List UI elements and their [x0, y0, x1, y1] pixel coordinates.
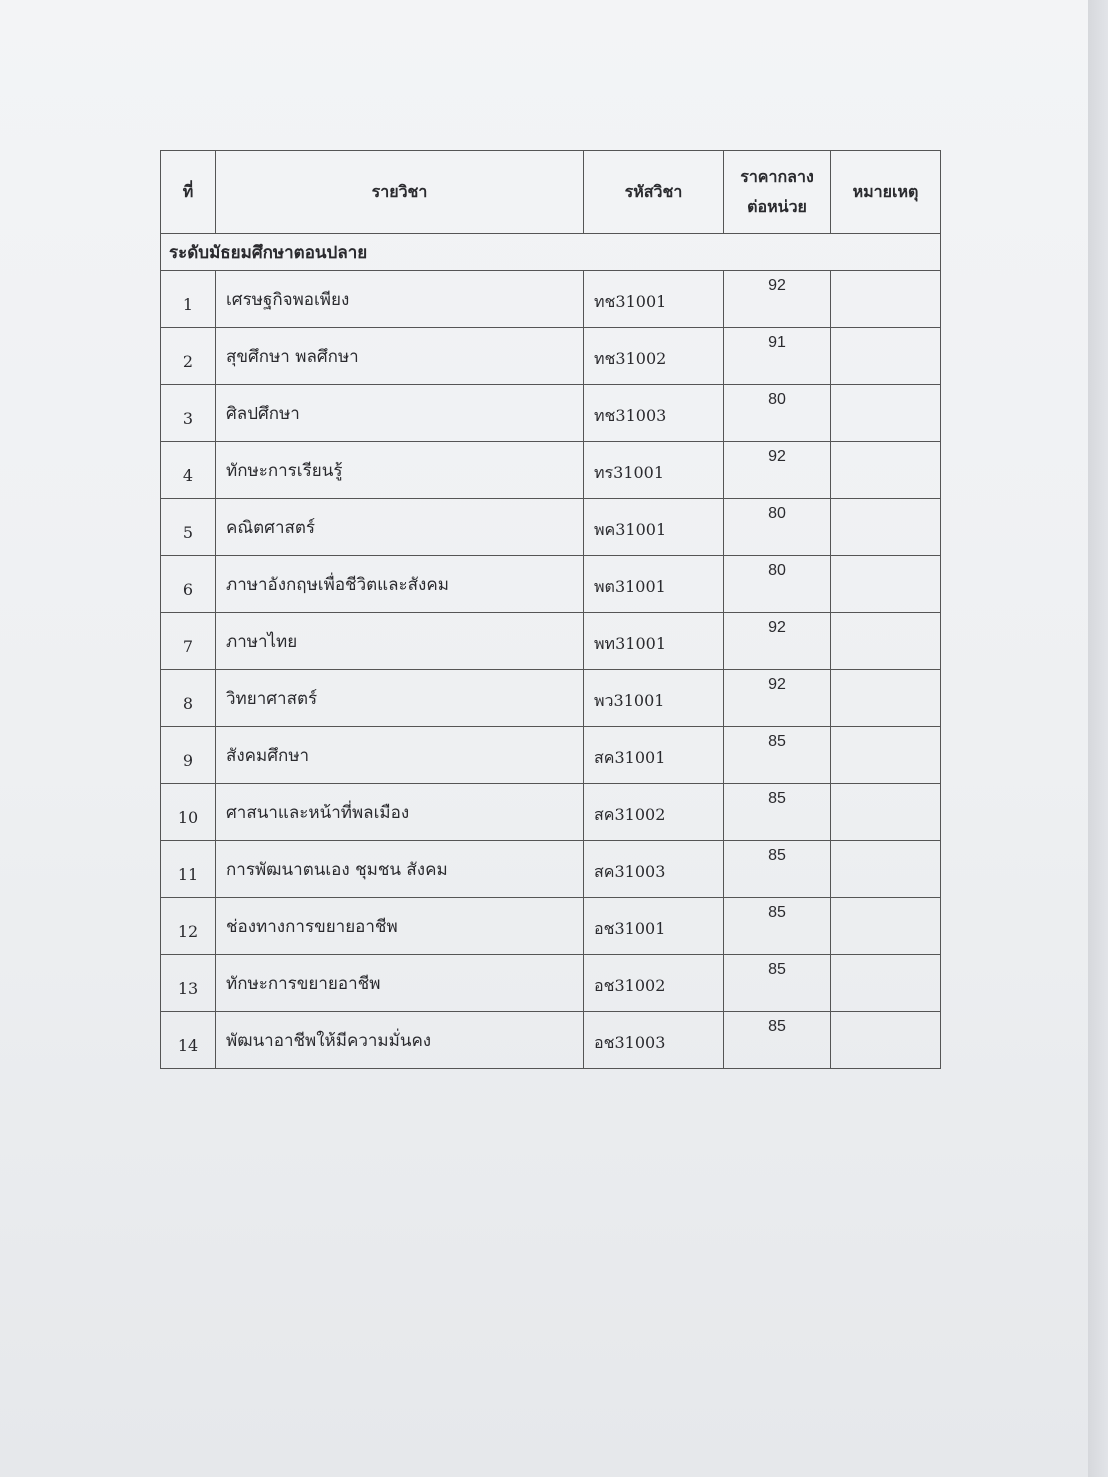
row-subject: เศรษฐกิจพอเพียง: [216, 271, 584, 328]
table-row: [161, 1012, 941, 1069]
table-row: [161, 499, 941, 556]
row-price: 92: [724, 442, 831, 499]
row-subject: สังคมศึกษา: [216, 727, 584, 784]
row-subject: ทักษะการเรียนรู้: [216, 442, 584, 499]
row-code: พค31001: [584, 499, 724, 556]
row-remark: [831, 955, 941, 1012]
row-number: 5: [161, 499, 216, 556]
header-subject: รายวิชา: [216, 151, 584, 234]
header-remark: หมายเหตุ: [831, 151, 941, 234]
row-remark: [831, 784, 941, 841]
row-number: 9: [161, 727, 216, 784]
header-row: [161, 151, 941, 234]
table-row: [161, 841, 941, 898]
row-subject: ภาษาไทย: [216, 613, 584, 670]
table-row: [161, 613, 941, 670]
row-price: 80: [724, 556, 831, 613]
price-table: [160, 150, 941, 1069]
row-subject: ภาษาอังกฤษเพื่อชีวิตและสังคม: [216, 556, 584, 613]
row-number: 12: [161, 898, 216, 955]
row-subject: สุขศึกษา พลศึกษา: [216, 328, 584, 385]
table-row: [161, 271, 941, 328]
row-subject: ช่องทางการขยายอาชีพ: [216, 898, 584, 955]
row-subject: พัฒนาอาชีพให้มีความมั่นคง: [216, 1012, 584, 1069]
row-code: ทช31003: [584, 385, 724, 442]
table-row: [161, 328, 941, 385]
header-code: รหัสวิชา: [584, 151, 724, 234]
row-price: 85: [724, 1012, 831, 1069]
header-price-line1: ราคากลาง: [740, 167, 814, 186]
row-remark: [831, 613, 941, 670]
row-code: ทช31001: [584, 271, 724, 328]
header-price-line2: ต่อหน่วย: [747, 197, 807, 216]
row-code: สค31001: [584, 727, 724, 784]
row-number: 6: [161, 556, 216, 613]
row-price: 92: [724, 271, 831, 328]
section-title: ระดับมัธยมศึกษาตอนปลาย: [161, 234, 941, 271]
row-number: 10: [161, 784, 216, 841]
header-price: [724, 151, 831, 234]
row-subject: การพัฒนาตนเอง ชุมชน สังคม: [216, 841, 584, 898]
row-remark: [831, 328, 941, 385]
row-code: อช31001: [584, 898, 724, 955]
row-number: 2: [161, 328, 216, 385]
table-row: [161, 670, 941, 727]
row-number: 3: [161, 385, 216, 442]
header-no: ที่: [161, 151, 216, 234]
row-code: ทร31001: [584, 442, 724, 499]
row-code: พว31001: [584, 670, 724, 727]
table-row: [161, 898, 941, 955]
row-number: 4: [161, 442, 216, 499]
row-remark: [831, 898, 941, 955]
row-code: พท31001: [584, 613, 724, 670]
section-row: [161, 234, 941, 271]
row-price: 92: [724, 613, 831, 670]
row-code: สค31002: [584, 784, 724, 841]
row-price: 80: [724, 385, 831, 442]
table-row: [161, 955, 941, 1012]
row-number: 14: [161, 1012, 216, 1069]
row-price: 85: [724, 955, 831, 1012]
table-row: [161, 385, 941, 442]
page-edge: [1088, 0, 1108, 1477]
row-code: พต31001: [584, 556, 724, 613]
row-subject: ศิลปศึกษา: [216, 385, 584, 442]
table-row: [161, 727, 941, 784]
row-remark: [831, 841, 941, 898]
row-price: 80: [724, 499, 831, 556]
row-number: 7: [161, 613, 216, 670]
table-row: [161, 556, 941, 613]
row-price: 85: [724, 784, 831, 841]
row-subject: ทักษะการขยายอาชีพ: [216, 955, 584, 1012]
row-code: อช31002: [584, 955, 724, 1012]
row-remark: [831, 385, 941, 442]
row-subject: คณิตศาสตร์: [216, 499, 584, 556]
row-number: 13: [161, 955, 216, 1012]
row-subject: วิทยาศาสตร์: [216, 670, 584, 727]
row-subject: ศาสนาและหน้าที่พลเมือง: [216, 784, 584, 841]
table-row: [161, 784, 941, 841]
row-price: 85: [724, 841, 831, 898]
row-code: สค31003: [584, 841, 724, 898]
row-code: อช31003: [584, 1012, 724, 1069]
row-remark: [831, 670, 941, 727]
row-price: 92: [724, 670, 831, 727]
row-remark: [831, 499, 941, 556]
row-number: 11: [161, 841, 216, 898]
row-code: ทช31002: [584, 328, 724, 385]
row-remark: [831, 271, 941, 328]
row-price: 85: [724, 727, 831, 784]
row-number: 1: [161, 271, 216, 328]
row-price: 85: [724, 898, 831, 955]
row-remark: [831, 1012, 941, 1069]
row-remark: [831, 727, 941, 784]
row-remark: [831, 556, 941, 613]
row-remark: [831, 442, 941, 499]
row-number: 8: [161, 670, 216, 727]
table-row: [161, 442, 941, 499]
row-price: 91: [724, 328, 831, 385]
